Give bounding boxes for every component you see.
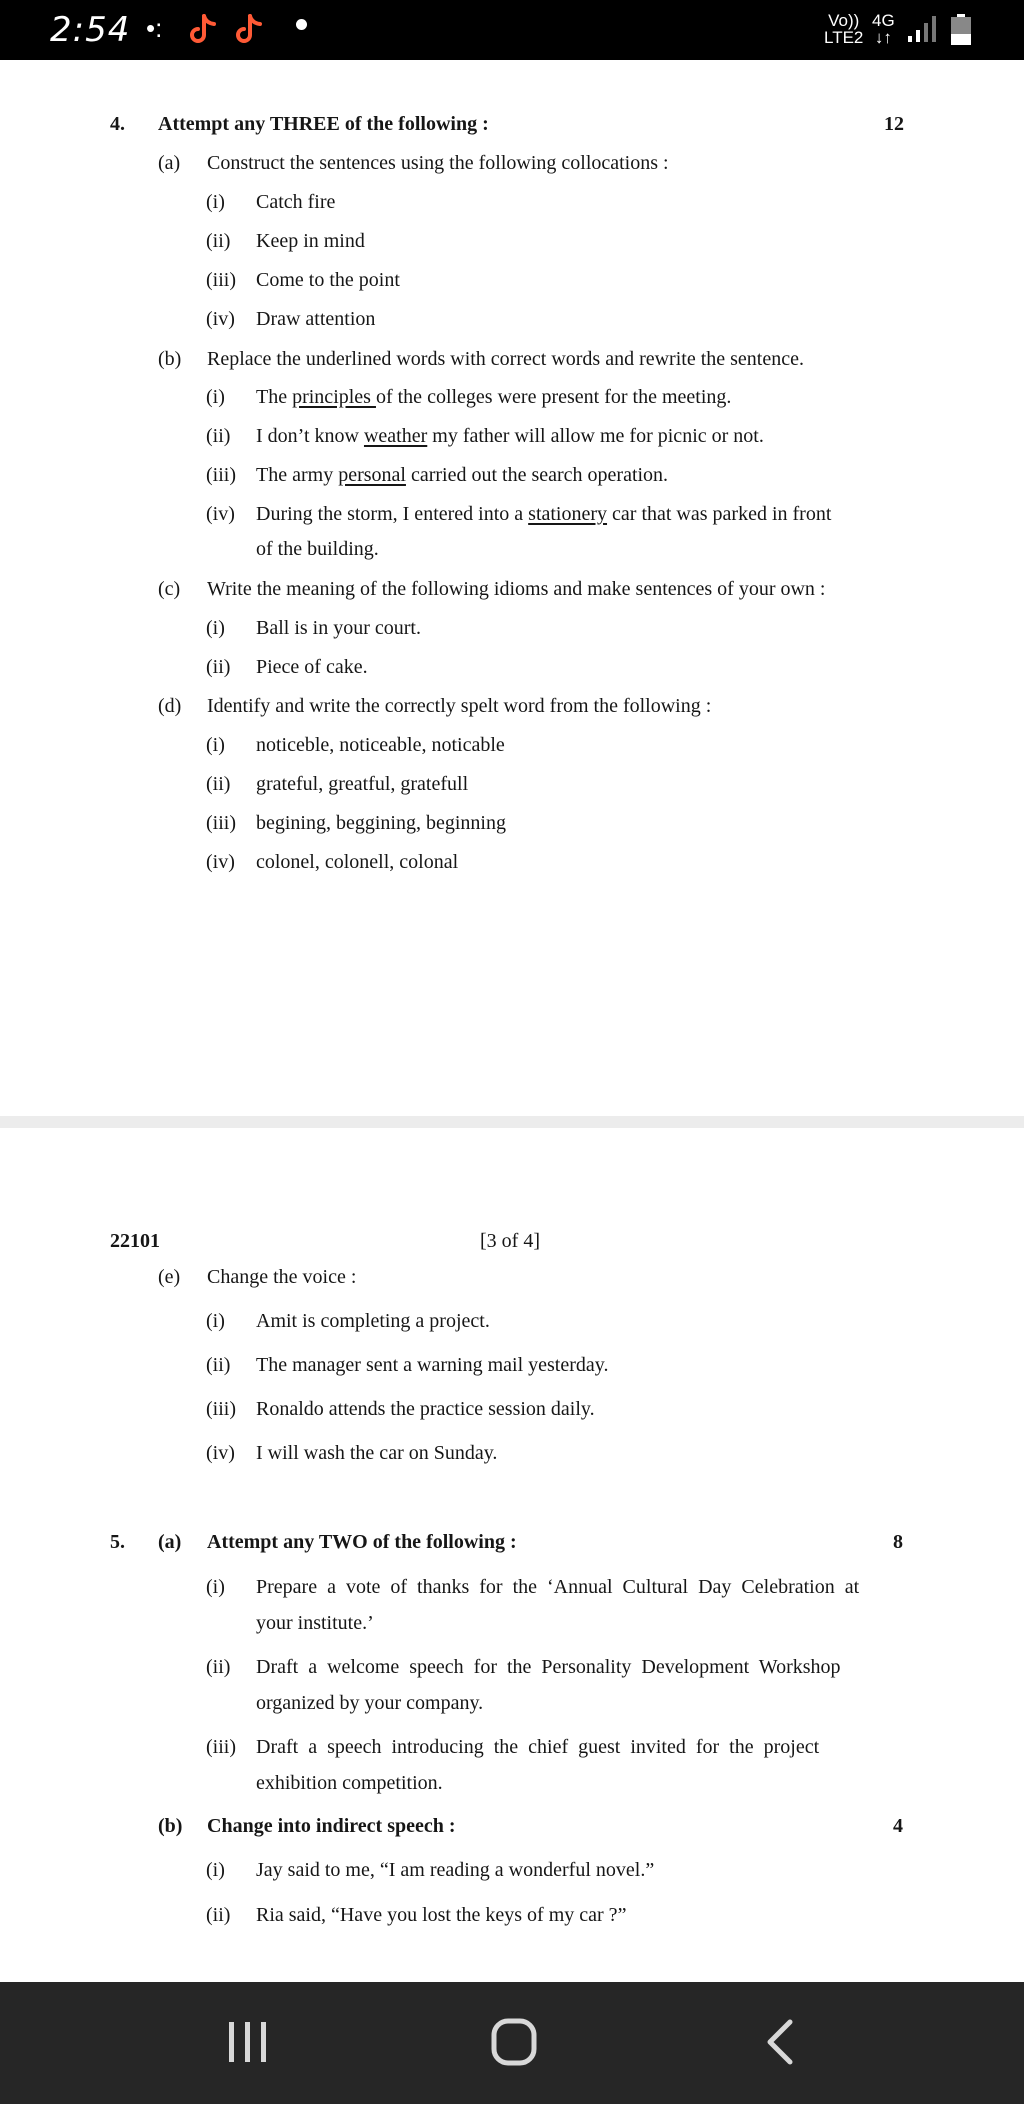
item-label: (ii) (206, 656, 231, 678)
item-text-continuation: your institute.’ (256, 1612, 374, 1634)
item-label: (ii) (206, 230, 231, 252)
text-segment: of the colleges were present for the meeting. (375, 386, 732, 408)
part-instruction: Construct the sentences using the following collocations : (207, 152, 669, 174)
text-segment: The (256, 386, 293, 408)
text-segment: my father will allow me for picnic or not. (427, 425, 764, 447)
item-label: (iii) (206, 1736, 236, 1758)
paper-code: 22101 (110, 1230, 160, 1252)
item-text: The manager sent a warning mail yesterday. (256, 1354, 609, 1376)
underlined-word: stationery (528, 503, 608, 525)
item-text: noticeble, noticeable, noticable (256, 734, 505, 756)
item-label: (iii) (206, 812, 236, 834)
item-label: (iv) (206, 851, 235, 873)
item-label: (ii) (206, 1656, 231, 1678)
item-text: I will wash the car on Sunday. (256, 1442, 498, 1464)
item-label: (iv) (206, 1442, 235, 1464)
item-text: grateful, greatful, gratefull (256, 773, 469, 795)
item-text-continuation: organized by your company. (256, 1692, 484, 1714)
tiktok-icon (234, 13, 264, 47)
item-label: (i) (206, 1310, 225, 1332)
page-divider (0, 1116, 1024, 1128)
item-label: (ii) (206, 1354, 231, 1376)
part-instruction: Change the voice : (207, 1266, 357, 1288)
exam-page-bottom (0, 1128, 1024, 1982)
volte-label: Vo)) (828, 11, 860, 30)
item-text (256, 502, 831, 526)
question-title: Change into indirect speech : (207, 1815, 456, 1837)
item-label: (iii) (206, 269, 236, 291)
item-text: Draft a speech introducing the chief guest invited for the project (256, 1736, 820, 1758)
question-title: Attempt any TWO of the following : (207, 1531, 517, 1553)
item-label: (iii) (206, 1398, 236, 1420)
text-segment: I don’t know (256, 425, 364, 447)
item-text (256, 463, 668, 487)
item-label: (ii) (206, 425, 231, 447)
item-text: Ball is in your court. (256, 617, 421, 639)
item-text: Jay said to me, “I am reading a wonderful novel.” (256, 1859, 655, 1881)
notification-dots-icon: •: (146, 13, 163, 43)
item-text: colonel, colonell, colonal (256, 851, 459, 873)
item-text: begining, beggining, beginning (256, 812, 506, 834)
item-label: (i) (206, 191, 225, 213)
item-label: (iii) (206, 464, 236, 486)
lte-label: LTE2 (824, 28, 864, 47)
item-text: Ria said, “Have you lost the keys of my car ?” (256, 1904, 627, 1926)
item-label: (i) (206, 1859, 225, 1881)
item-text: Draw attention (256, 308, 376, 330)
underlined-word: personal (338, 464, 406, 486)
item-label: (i) (206, 386, 225, 408)
data-arrows-icon: ↓↑ (874, 28, 892, 47)
text-segment: car that was parked in front (607, 503, 832, 525)
battery-icon (950, 14, 972, 46)
underlined-word: weather (363, 425, 428, 447)
item-text: Come to the point (256, 269, 400, 291)
item-text: Prepare a vote of thanks for the ‘Annual Cultural Day Celebration at (256, 1576, 860, 1598)
underlined-word: principles (292, 386, 376, 408)
item-text-continuation: of the building. (256, 538, 379, 560)
part-label: (b) (158, 1815, 183, 1837)
question-marks: 4 (893, 1815, 903, 1837)
item-text: Ronaldo attends the practice session daily. (256, 1398, 595, 1420)
item-text: Keep in mind (256, 230, 365, 252)
part-label: (a) (158, 1531, 182, 1553)
part-instruction: Write the meaning of the following idioms and make sentences of your own : (207, 578, 826, 600)
item-label: (iv) (206, 308, 235, 330)
network-type-label: 4G (872, 11, 895, 30)
status-bar (0, 0, 1024, 60)
volte-indicator (824, 12, 863, 46)
item-label: (ii) (206, 773, 231, 795)
item-text: Catch fire (256, 191, 336, 213)
item-text-continuation: exhibition competition. (256, 1772, 443, 1794)
clock: 2:54 (50, 10, 131, 50)
item-text (256, 385, 731, 409)
text-segment: The army (256, 464, 339, 486)
part-label: (e) (158, 1266, 181, 1288)
item-label: (ii) (206, 1904, 231, 1926)
tiktok-icon (188, 13, 218, 47)
part-label: (d) (158, 695, 182, 717)
question-number: 4. (110, 113, 125, 135)
item-text: Piece of cake. (256, 656, 368, 678)
home-button[interactable] (474, 2012, 554, 2072)
item-text: Amit is completing a project. (256, 1310, 490, 1332)
part-instruction: Identify and write the correctly spelt word from the following : (207, 695, 712, 717)
question-title: Attempt any THREE of the following : (158, 113, 489, 135)
recent-apps-button[interactable] (208, 2012, 288, 2072)
part-label: (c) (158, 578, 181, 600)
back-button[interactable] (740, 2012, 820, 2072)
part-instruction: Replace the underlined words with correct words and rewrite the sentence. (207, 348, 804, 370)
navigation-bar (0, 1982, 1024, 2104)
question-number: 5. (110, 1531, 125, 1553)
notification-dot-icon (296, 19, 307, 30)
text-segment: During the storm, I entered into a (256, 503, 529, 525)
item-label: (i) (206, 734, 225, 756)
item-label: (i) (206, 617, 225, 639)
item-label: (iv) (206, 503, 235, 525)
page-number: [3 of 4] (480, 1230, 540, 1252)
item-text (256, 424, 764, 448)
item-text: Draft a welcome speech for the Personality Development Workshop (256, 1656, 841, 1678)
part-label: (a) (158, 152, 181, 174)
signal-icon (906, 14, 942, 44)
text-segment: carried out the search operation. (405, 464, 669, 486)
item-label: (i) (206, 1576, 225, 1598)
question-marks: 12 (884, 113, 904, 135)
network-indicator (872, 12, 895, 46)
part-label: (b) (158, 348, 182, 370)
question-marks: 8 (893, 1531, 903, 1553)
exam-page-top (0, 60, 1024, 1116)
